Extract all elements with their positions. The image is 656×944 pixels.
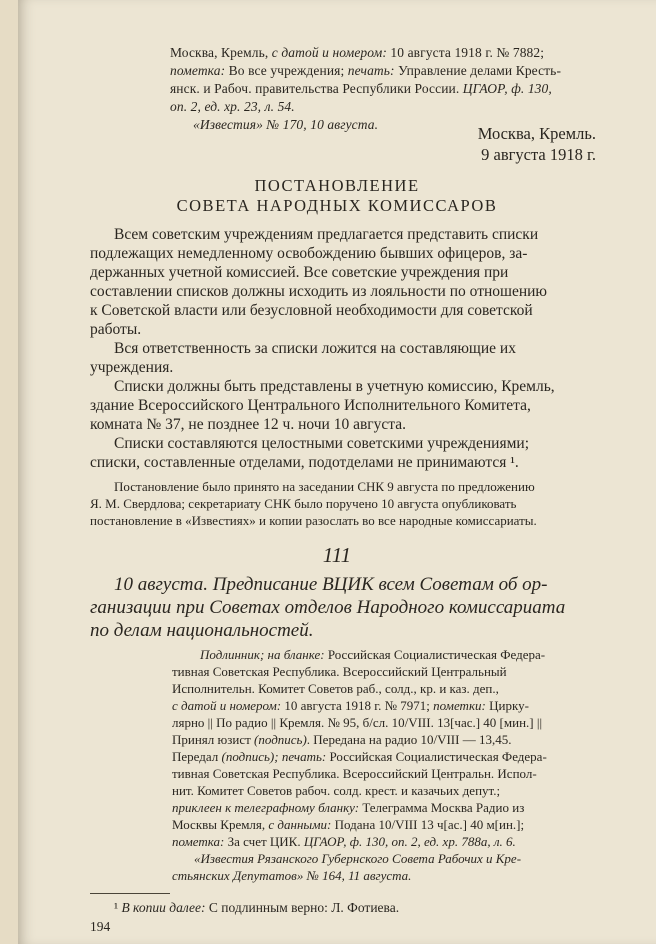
body-line: держанных учетной комиссией. Все советские учреждения при: [90, 264, 509, 281]
footnote-rule: [90, 893, 170, 894]
archive-line: Принял юзист (подпись). Передана на радио 10/VIII — 13,45.: [172, 732, 512, 747]
note-line: Постановление было принято на заседании СНК 9 августа по предложению: [114, 479, 535, 494]
source-line: янск. и Рабоч. правительства Республики России. ЦГАОР, ф. 130,: [170, 81, 552, 96]
archive-line: с датой и номером: 10 августа 1918 г. № 7971; пометки: Цирку-: [172, 698, 529, 713]
source-line: Москва, Кремль, с датой и номером: 10 августа 1918 г. № 7882;: [170, 45, 545, 60]
note-line: Я. М. Свердлова; секретариату СНК было поручено 10 августа опубликовать: [90, 496, 517, 511]
archive-line: приклеен к телеграфному бланку: Телеграмма Москва Радио из: [172, 800, 525, 815]
publication-line: «Известия» № 170, 10 августа.: [193, 117, 379, 132]
archive-line: нит. Комитет Советов рабоч. солд. крест. и казачьих депут.;: [172, 783, 501, 798]
archive-line: тивная Советская Республика. Всероссийский Центральн. Испол-: [172, 766, 537, 781]
archive-line: тивная Советская Республика. Всероссийский Центральный: [172, 664, 507, 679]
archive-line: Москвы Кремля, с данными: Подана 10/VIII 13 ч[ас.] 40 м[ин.];: [172, 817, 525, 832]
date-line: 9 августа 1918 г.: [481, 145, 596, 164]
heading-line: по делам национальностей.: [90, 620, 314, 641]
body-line: к Советской власти или безусловной необходимости для советской: [90, 302, 533, 319]
body-line: комната № 37, не позднее 12 ч. ночи 10 августа.: [90, 416, 406, 433]
body-line: Списки должны быть представлены в учетную комиссию, Кремль,: [114, 378, 555, 395]
body-line: здание Всероссийского Центрального Исполнительного Комитета,: [90, 397, 531, 414]
decree-title-1: ПОСТАНОВЛЕНИЕ: [254, 176, 420, 195]
decree-title-2: СОВЕТА НАРОДНЫХ КОМИССАРОВ: [176, 196, 498, 215]
archive-line: стьянских Депутатов» № 164, 11 августа.: [172, 868, 412, 883]
footnote: [114, 900, 399, 916]
body-line: учреждения.: [90, 359, 174, 376]
archive-line: лярно || По радио || Кремля. № 95, б/сл. 10/VIII. 13[час.] 40 [мин.] ||: [172, 715, 543, 730]
body-line: списки, составленные отделами, подотделами не принимаются ¹.: [90, 454, 519, 471]
archive-line: пометка: За счет ЦИК. ЦГАОР, ф. 130, оп. 2, ед. хр. 788а, л. 6.: [172, 834, 516, 849]
footnote-marker: ¹: [114, 900, 119, 915]
footnote-text: С подлинным верно: Л. Фотиева.: [205, 900, 400, 915]
archive-line: Передал (подпись); печать: Российская Социалистическая Федера-: [172, 749, 547, 764]
page-number: 194: [90, 919, 111, 934]
body-line: работы.: [90, 321, 142, 338]
archive-line: Исполнительн. Комитет Советов раб., солд., кр. и каз. деп.,: [172, 681, 499, 696]
note-line: постановление в «Известиях» и копии разослать во все народные комиссариаты.: [90, 513, 537, 528]
source-line: оп. 2, ед. хр. 23, л. 54.: [170, 99, 295, 114]
source-line: пометка: Во все учреждения; печать: Управление делами Кресть-: [170, 63, 562, 78]
body-line: Списки составляются целостными советскими учреждениями;: [114, 435, 529, 452]
body-line: подлежащих немедленному освобождению бывших офицеров, за-: [90, 245, 528, 262]
archive-line: Подлинник; на бланке: Российская Социалистическая Федера-: [200, 647, 546, 662]
heading-line: 10 августа. Предписание ВЦИК всем Советам об ор-: [114, 574, 548, 595]
footnote-label: В копии далее:: [121, 900, 206, 915]
body-line: Вся ответственность за списки ложится на составляющие их: [114, 340, 516, 357]
heading-line: ганизации при Советах отделов Народного комиссариата: [90, 597, 566, 618]
body-line: Всем советским учреждениям предлагается представить списки: [114, 226, 539, 243]
place-line: Москва, Кремль.: [477, 124, 596, 143]
archive-line: «Известия Рязанского Губернского Совета Рабочих и Кре-: [194, 851, 522, 866]
body-line: составлении списков должны исходить из лояльности по отношению: [90, 283, 547, 300]
document-number: 111: [322, 543, 352, 567]
book-page: [18, 0, 656, 944]
